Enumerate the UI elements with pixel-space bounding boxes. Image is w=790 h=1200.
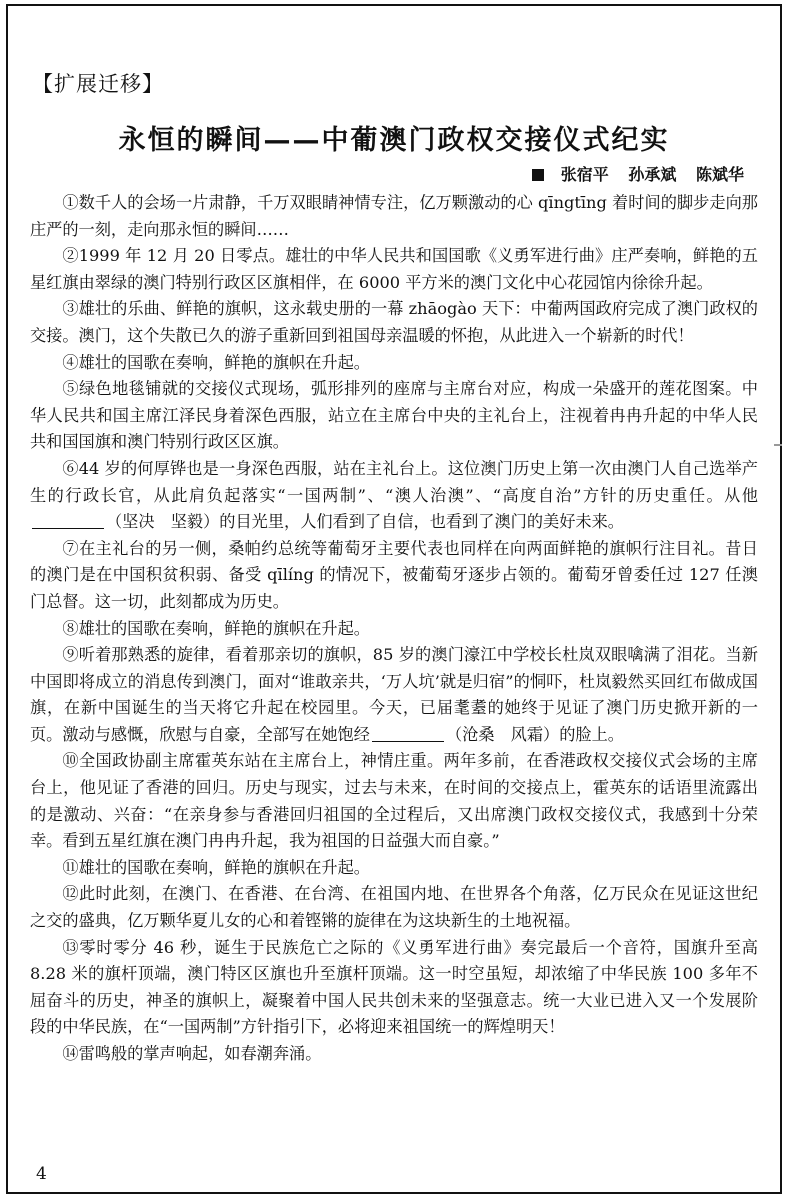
paragraph: ③雄壮的乐曲、鲜艳的旗帜，这永载史册的一幕 zhāogào 天下：中葡两国政府完成了澳门政权的交接。澳门，这个失散已久的游子重新回到祖国母亲温暖的怀抱，从此进入一个崭新的时代！ bbox=[30, 299, 758, 345]
paragraph: ⑩全国政协副主席霍英东站在主席台上，神情庄重。两年多前，在香港政权交接仪式会场的主席台上，他见证了香港的回归。历史与现实，过去与未来，在时间的交接点上，霍英东的话语里流露出的是激动、兴奋：“在亲身参与香港回归祖国的全过程后，又出席澳门政权交接仪式，我感到十分荣幸。看到五星红旗在澳门冉冉升起，我为祖国的日益强大而自豪。” bbox=[30, 751, 758, 851]
paragraph: ⑭雷鸣般的掌声响起，如春潮奔涌。 bbox=[62, 1044, 322, 1063]
paragraph: ⑦在主礼台的另一侧，桑帕约总统等葡萄牙主要代表也同样在向两面鲜艳的旗帜行注目礼。昔日的澳门是在中国积贫积弱、备受 qīlíng 的情况下，被葡萄牙逐步占领的。葡萄牙曾委任过 127 任澳门总督。这一切，此刻都成为历史。 bbox=[30, 538, 758, 611]
fill-in-blank[interactable] bbox=[372, 725, 444, 742]
paragraph: ⑪雄壮的国歌在奏响，鲜艳的旗帜在升起。 bbox=[62, 857, 370, 877]
article-body bbox=[30, 190, 758, 1068]
paragraph: ⑬零时零分 46 秒，诞生于民族危亡之际的《义勇军进行曲》奏完最后一个音符，国旗升至高 8.28 米的旗杆顶端，澳门特区区旗也升至旗杆顶端。这一时空虽短，却浓缩了中华民族 100 多年不屈奋斗的历史，神圣的旗帜上，凝聚着中国人民共创未来的坚强意志。统一大业已进入又一个发展阶段的中华民族，在“一国两制”方针指引下，必将迎来祖国统一的辉煌明天！ bbox=[30, 937, 758, 1037]
page-number: 4 bbox=[36, 1164, 47, 1184]
paragraph: ⑥44 岁的何厚铧也是一身深色西服，站在主礼台上。这位澳门历史上第一次由澳门人自己选举产生的行政长官，从此肩负起落实“一国两制”、“澳人治澳”、“高度自治”方针的历史重任。从他（坚决 坚毅）的目光里，人们看到了自信，也看到了澳门的美好未来。 bbox=[30, 458, 758, 532]
paragraph: ①数千人的会场一片肃静，千万双眼睛神情专注，亿万颗激动的心 qīngtīng 着时间的脚步走向那庄严的一刻，走向那永恒的瞬间…… bbox=[30, 193, 758, 239]
authors bbox=[532, 162, 744, 185]
article-title: 永恒的瞬间——中葡澳门政权交接仪式纪实 bbox=[118, 125, 670, 156]
paragraph: ④雄壮的国歌在奏响，鲜艳的旗帜在升起。 bbox=[62, 352, 370, 372]
paragraph: ⑨听着那熟悉的旋律，看着那亲切的旗帜，85 岁的澳门濠江中学校长杜岚双眼噙满了泪花。当新中国即将成立的消息传到澳门，面对“谁敢亲共，‘万人坑’就是归宿”的恫吓，杜岚毅然买回红布做成国旗，在新中国诞生的当天将它升起在校园里。今天，已届耄耋的她终于见证了澳门历史掀开新的一页。激动与感慨，欣慰与自豪，全部写在她饱经 （沧桑 风霜）的脸上。 bbox=[30, 645, 758, 744]
edge-mark bbox=[774, 444, 782, 446]
paragraph: ⑧雄壮的国歌在奏响，鲜艳的旗帜在升起。 bbox=[62, 618, 370, 638]
author-name: 张宿平 bbox=[560, 165, 609, 184]
page-frame bbox=[6, 4, 782, 1194]
author-name: 陈斌华 bbox=[695, 165, 744, 184]
author-name: 孙承斌 bbox=[628, 165, 677, 184]
section-label: 【扩展迁移】 bbox=[32, 72, 164, 96]
paragraph: ⑫此时此刻，在澳门、在香港、在台湾、在祖国内地、在世界各个角落，亿万民众在见证这世纪之交的盛典，亿万颗华夏儿女的心和着铿锵的旋律在为这块新生的土地祝福。 bbox=[30, 884, 758, 931]
paragraph: ⑤绿色地毯铺就的交接仪式现场，弧形排列的座席与主席台对应，构成一朵盛开的莲花图案。中华人民共和国主席江泽民身着深色西服，站立在主席台中央的主礼台上，注视着冉冉升起的中华人民共和国国旗和澳门特别行政区区旗。 bbox=[30, 379, 758, 452]
fill-in-blank[interactable] bbox=[32, 512, 104, 529]
paragraph: ②1999 年 12 月 20 日零点。雄壮的中华人民共和国国歌《义勇军进行曲》庄严奏响，鲜艳的五星红旗由翠绿的澳门特别行政区区旗相伴，在 6000 平方米的澳门文化中心花园馆内徐徐升起。 bbox=[30, 246, 758, 292]
square-bullet-icon bbox=[532, 169, 544, 181]
